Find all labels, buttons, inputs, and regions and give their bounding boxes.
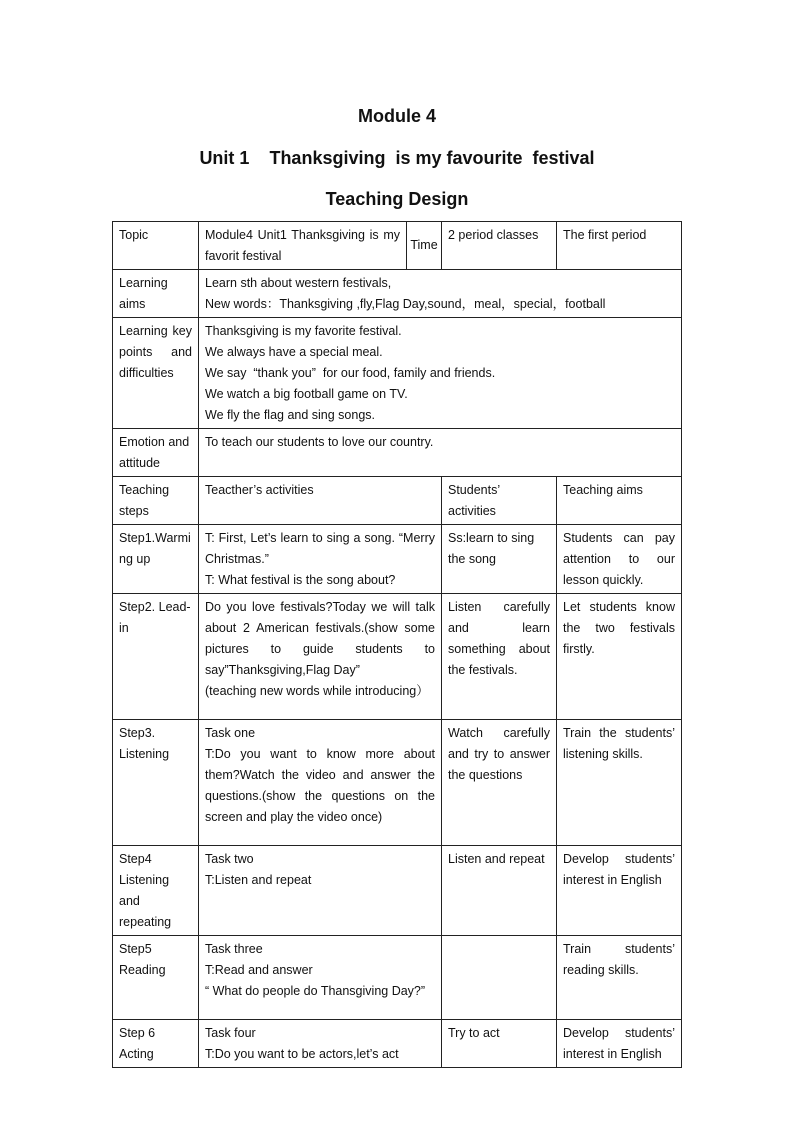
keypoint-line: We always have a special meal. <box>205 345 383 359</box>
step-label: Step2. Lead-in <box>113 594 199 720</box>
teacher-line: T:Read and answer <box>205 963 313 977</box>
step-row <box>113 1020 682 1068</box>
students-activity: Listen and repeat <box>442 846 557 936</box>
teacher-activity <box>199 846 442 936</box>
keypoints-content <box>199 318 682 429</box>
teaching-design-table <box>112 221 682 1068</box>
students-activity: Ss:learn to sing the song <box>442 525 557 594</box>
aims-line: New words：Thanksgiving ,fly,Flag Day,sound，meal，special，football <box>205 297 606 311</box>
step-label: Step4 Listening and repeating <box>113 846 199 936</box>
teacher-line: Task four <box>205 1026 256 1040</box>
teacher-line: Task two <box>205 852 254 866</box>
emotion-row <box>113 429 682 477</box>
teacher-line: Task one <box>205 726 256 740</box>
step-label: Step1.Warming up <box>113 525 199 594</box>
steps-header-row <box>113 477 682 525</box>
teacher-activities-header: Teacther’s activities <box>199 477 442 525</box>
step-label: Step3. Listening <box>113 720 199 846</box>
students-activity: Try to act <box>442 1020 557 1068</box>
time-label: Time <box>407 222 442 270</box>
step-row <box>113 594 682 720</box>
aims-content <box>199 270 682 318</box>
period-value: The first period <box>557 222 682 270</box>
teacher-line: T: First, Let’s learn to sing a song. “Merry Christmas.” <box>205 531 435 566</box>
topic-label: Topic <box>113 222 199 270</box>
steps-label: Teaching steps <box>113 477 199 525</box>
module-title: Module 4 <box>357 106 436 126</box>
teaching-aims-header: Teaching aims <box>557 477 682 525</box>
topic-row <box>113 222 682 270</box>
design-title: Teaching Design <box>325 189 469 209</box>
teaching-aim: Train the students’ listening skills. <box>557 720 682 846</box>
teaching-aim: Students can pay attention to our lesson quickly. <box>557 525 682 594</box>
teaching-aim: Develop students’ interest in English <box>557 846 682 936</box>
teacher-activity <box>199 525 442 594</box>
teaching-aim: Develop students’ interest in English <box>557 1020 682 1068</box>
keypoint-line: We fly the flag and sing songs. <box>205 408 376 422</box>
teacher-line: T:Listen and repeat <box>205 873 312 887</box>
topic-value: Module4 Unit1 Thanksgiving is my favorit festival <box>199 222 407 270</box>
unit-title: Unit 1 Thanksgiving is my favourite festival <box>199 148 595 168</box>
aims-label: Learning aims <box>113 270 199 318</box>
students-activity: Listen carefully and learn something about the festivals. <box>442 594 557 720</box>
teacher-line: Do you love festivals?Today we will talk about 2 American festivals.(show some pictures to guide students to say”Thanksgiving,Flag Day” <box>205 600 435 677</box>
students-activity: Watch carefully and try to answer the questions <box>442 720 557 846</box>
keypoint-line: We watch a big football game on TV. <box>205 387 408 401</box>
aims-line: Learn sth about western festivals, <box>205 276 392 290</box>
teacher-line: (teaching new words while introducing） <box>205 684 429 698</box>
teacher-line: “ What do people do Thansgiving Day?” <box>205 984 426 998</box>
step-label: Step 6 Acting <box>113 1020 199 1068</box>
teacher-line: T: What festival is the song about? <box>205 573 396 587</box>
time-value: 2 period classes <box>442 222 557 270</box>
teacher-line: T:Do you want to know more about them?Watch the video and answer the questions.(show the questions on the screen and play the video once) <box>205 747 435 824</box>
teacher-line: T:Do you want to be actors,let’s act <box>205 1047 399 1061</box>
emotion-value: To teach our students to love our country. <box>199 429 682 477</box>
teacher-activity <box>199 936 442 1020</box>
step-row <box>113 846 682 936</box>
keypoints-label: Learning key points and difficulties <box>113 318 199 429</box>
teacher-activity <box>199 594 442 720</box>
emotion-label: Emotion and attitude <box>113 429 199 477</box>
step-label: Step5 Reading <box>113 936 199 1020</box>
aims-row <box>113 270 682 318</box>
step-row <box>113 936 682 1020</box>
teaching-aim: Train students’ reading skills. <box>557 936 682 1020</box>
teacher-line: Task three <box>205 942 263 956</box>
students-activity <box>442 936 557 1020</box>
keypoint-line: We say “thank you” for our food, family and friends. <box>205 366 496 380</box>
step-row <box>113 720 682 846</box>
keypoints-row <box>113 318 682 429</box>
teaching-aim: Let students know the two festivals firstly. <box>557 594 682 720</box>
keypoint-line: Thanksgiving is my favorite festival. <box>205 324 402 338</box>
students-activities-header: Students’ activities <box>442 477 557 525</box>
step-row <box>113 525 682 594</box>
teacher-activity <box>199 720 442 846</box>
teacher-activity <box>199 1020 442 1068</box>
